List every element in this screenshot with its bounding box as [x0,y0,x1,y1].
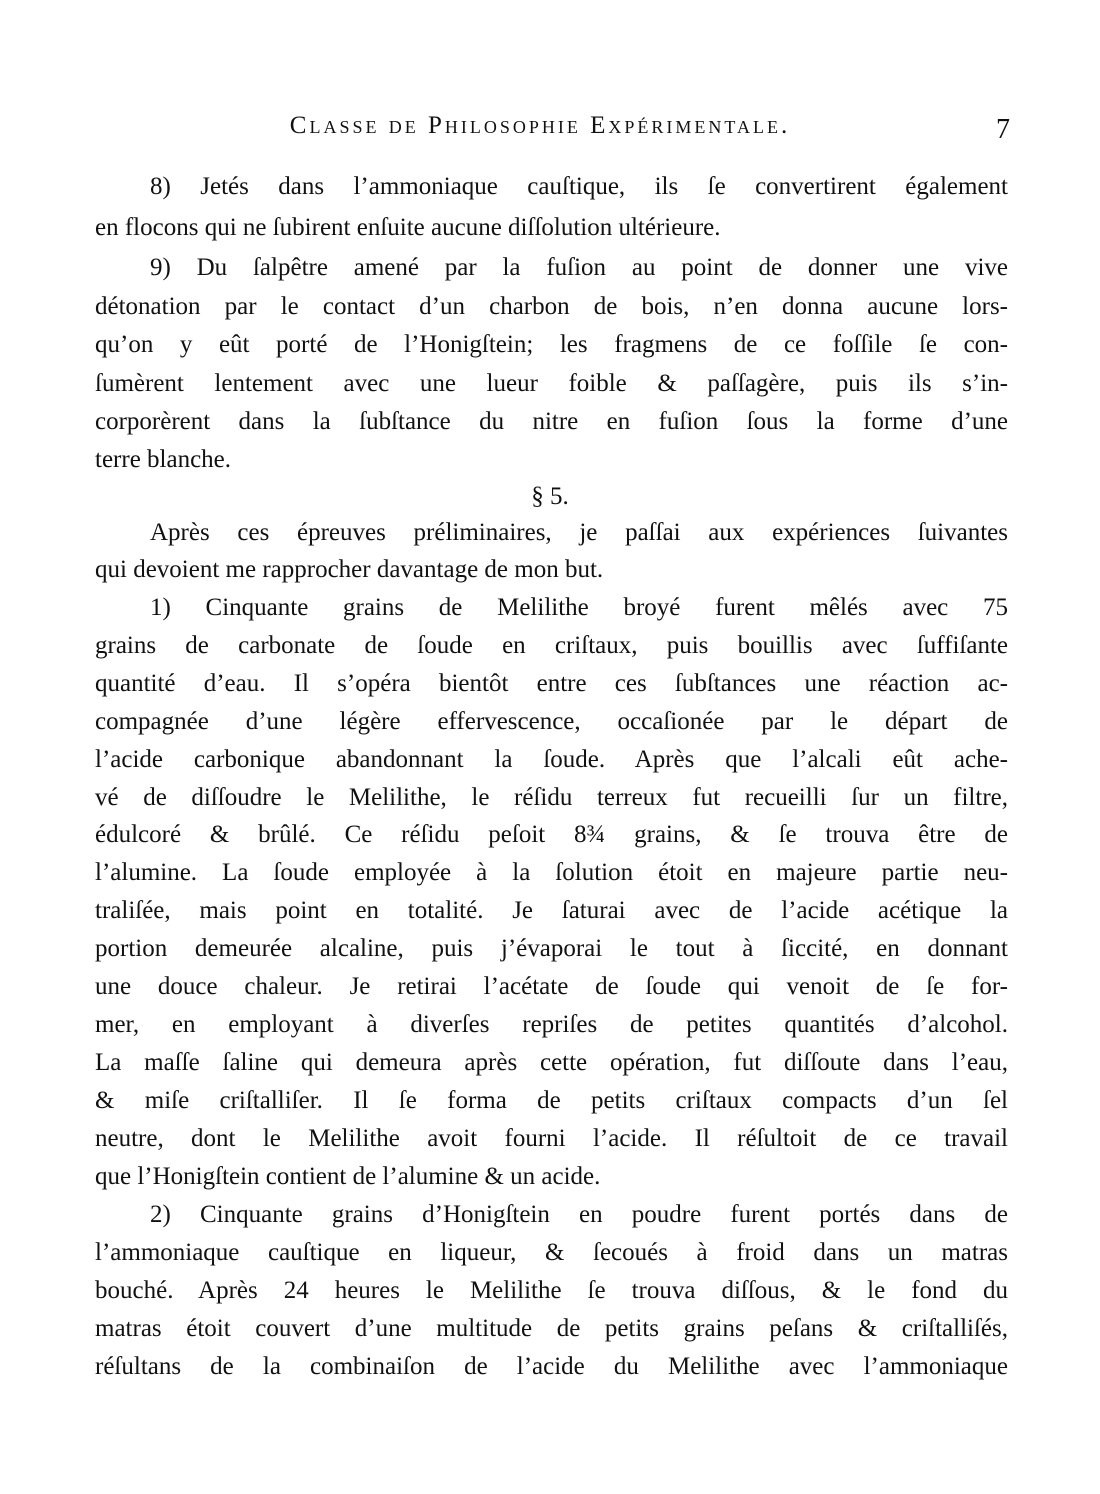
paragraph-2-line: l’ammoniaque cauſtique en liqueur, & ſecoués à froid dans un matras [95,1239,1008,1266]
paragraph-9-line: terre blanche. [95,446,232,473]
intro-paragraph-line: Après ces épreuves préliminaires, je paſſai aux expériences ſuivantes [150,519,1008,546]
paragraph-9-line: corporèrent dans la ſubſtance du nitre en fuſion ſous la forme d’une [95,408,1008,435]
page-header [130,112,1010,152]
paragraph-1-line: l’alumine. La ſoude employée à la ſolution étoit en majeure partie neu- [95,859,1008,886]
page-number: 7 [996,114,1010,145]
paragraph-9-line: qu’on y eût porté de l’Honigſtein; les fragmens de ce foſſile ſe con- [95,331,1008,358]
paragraph-1-line: traliſée, mais point en totalité. Je ſaturai avec de l’acide acétique la [95,897,1008,924]
paragraph-1-line: une douce chaleur. Je retirai l’acétate de ſoude qui venoit de ſe for- [95,973,1008,1000]
paragraph-1-line: & miſe criſtalliſer. Il ſe forma de petits criſtaux compacts d’un ſel [95,1087,1008,1114]
paragraph-9-line: détonation par le contact d’un charbon de bois, n’en donna aucune lors- [95,293,1008,320]
paragraph-1-line: 1) Cinquante grains de Melilithe broyé furent mêlés avec 75 [150,594,1008,621]
paragraph-2-line: réſultans de la combinaiſon de l’acide du Melilithe avec l’ammoniaque [95,1353,1008,1380]
paragraph-1-line: La maſſe ſaline qui demeura après cette opération, fut diſſoute dans l’eau, [95,1049,1008,1076]
paragraph-1-line: grains de carbonate de ſoude en criſtaux, puis bouillis avec ſuffiſante [95,632,1008,659]
paragraph-1-line: neutre, dont le Melilithe avoit fourni l’acide. Il réſultoit de ce travail [95,1125,1008,1152]
paragraph-1-line: que l’Honigſtein contient de l’alumine & un acide. [95,1163,601,1190]
paragraph-8-line: 8) Jetés dans l’ammoniaque cauſtique, ils ſe convertirent également [150,173,1008,200]
intro-paragraph-line: qui devoient me rapprocher davantage de mon but. [95,556,604,583]
paragraph-1-line: vé de diſſoudre le Melilithe, le réſidu terreux fut recueilli ſur un filtre, [95,784,1008,811]
paragraph-1-line: édulcoré & brûlé. Ce réſidu peſoit 8¾ grains, & ſe trouva être de [95,821,1008,848]
section-heading: § 5. [531,483,569,510]
paragraph-1-line: l’acide carbonique abandonnant la ſoude. Après que l’alcali eût ache- [95,746,1008,773]
paragraph-8-line: en flocons qui ne ſubirent enſuite aucune diſſolution ultérieure. [95,214,721,241]
paragraph-1-line: portion demeurée alcaline, puis j’évaporai le tout à ſiccité, en donnant [95,935,1008,962]
paragraph-2-line: matras étoit couvert d’une multitude de petits grains peſans & criſtalliſés, [95,1315,1008,1342]
paragraph-9-line: ſumèrent lentement avec une lueur foible & paſſagère, puis ils s’in- [95,370,1008,397]
running-title: Classe de Philosophie Expérimentale. [289,112,791,139]
paragraph-9-line: 9) Du ſalpêtre amené par la fuſion au point de donner une vive [150,254,1008,281]
paragraph-1-line: quantité d’eau. Il s’opéra bientôt entre ces ſubſtances une réaction ac- [95,670,1008,697]
paragraph-2-line: bouché. Après 24 heures le Melilithe ſe trouva diſſous, & le fond du [95,1277,1008,1304]
paragraph-1-line: mer, en employant à diverſes repriſes de petites quantités d’alcohol. [95,1011,1008,1038]
paragraph-1-line: compagnée d’une légère effervescence, occaſionée par le départ de [95,708,1008,735]
paragraph-2-line: 2) Cinquante grains d’Honigſtein en poudre furent portés dans de [150,1201,1008,1228]
